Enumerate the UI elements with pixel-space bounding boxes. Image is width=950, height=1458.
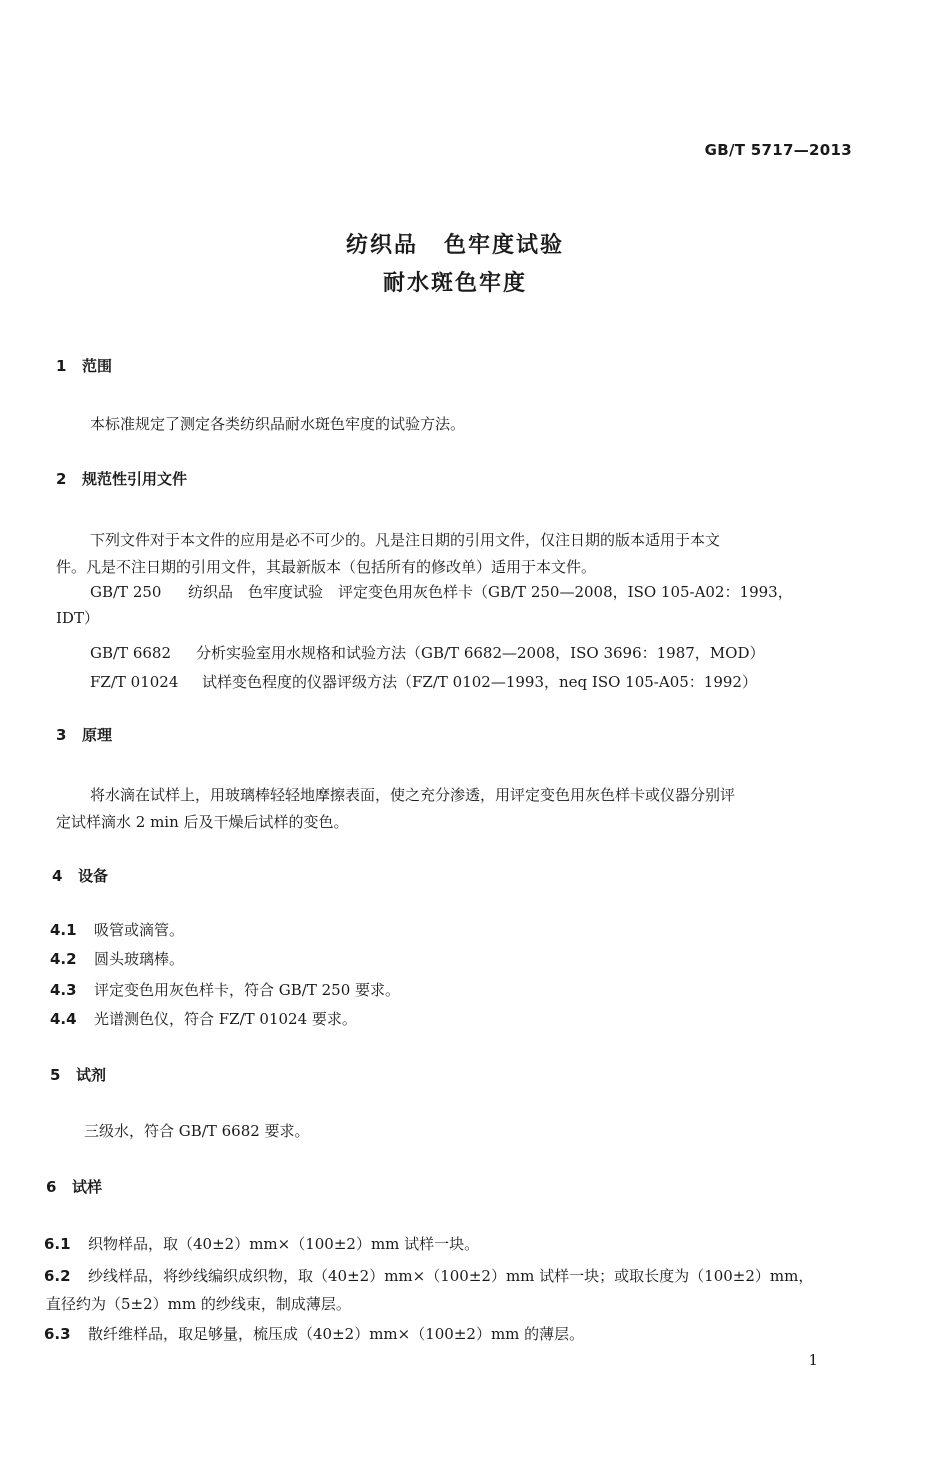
equipment-item	[50, 976, 400, 1004]
section-4-heading	[52, 865, 108, 886]
title-part-a: 纺织品	[345, 233, 418, 258]
item-text: 散纤维样品，取足够量，梳压成（40±2）mm×（100±2）mm 的薄层。	[88, 1325, 585, 1343]
section-title: 范围	[82, 357, 113, 375]
specimen-item	[44, 1320, 584, 1348]
equipment-item	[50, 1005, 357, 1033]
item-text: 圆头玻璃棒。	[94, 950, 185, 968]
section-3-heading	[56, 724, 112, 745]
item-number: 6.3	[44, 1325, 71, 1343]
section-title: 规范性引用文件	[82, 470, 188, 488]
reference-code: FZ/T 01024	[90, 673, 179, 691]
section-title: 试剂	[76, 1066, 107, 1084]
section-1-body: 本标准规定了测定各类纺织品耐水斑色牢度的试验方法。	[90, 415, 466, 433]
reference-code: GB/T 250	[90, 583, 162, 601]
document-title-line-2: 耐水斑色牢度	[382, 271, 527, 296]
section-title: 设备	[78, 867, 109, 885]
section-1-heading	[56, 355, 112, 376]
item-number: 4.2	[50, 950, 77, 968]
page-number: 1	[808, 1351, 818, 1369]
document-title-line-1	[0, 228, 910, 259]
reference-text: 试样变色程度的仪器评级方法（FZ/T 0102—1993，neq ISO 105-A05：1992）	[202, 673, 757, 691]
reference-item	[90, 639, 764, 667]
section-number: 1	[56, 357, 67, 375]
item-text: 纱线样品，将纱线编织成织物，取（40±2）mm×（100±2）mm 试样一块；或取长度为（100±2）mm，	[88, 1267, 814, 1285]
item-text: 吸管或滴管。	[94, 921, 185, 939]
item-number: 4.4	[50, 1010, 77, 1028]
reference-item	[90, 578, 793, 606]
section-2-intro-line-2: 件。凡是不注日期的引用文件，其最新版本（包括所有的修改单）适用于本文件。	[56, 558, 597, 576]
item-number: 4.3	[50, 981, 77, 999]
section-number: 4	[52, 867, 63, 885]
section-2-heading	[56, 468, 187, 489]
section-title: 试样	[72, 1178, 103, 1196]
item-text: 光谱测色仪，符合 FZ/T 01024 要求。	[94, 1010, 357, 1028]
title-part-b: 色牢度试验	[444, 233, 565, 258]
specimen-item	[44, 1262, 813, 1290]
item-number: 6.2	[44, 1267, 71, 1285]
reference-item	[90, 668, 757, 696]
item-number: 6.1	[44, 1235, 71, 1253]
standard-code: GB/T 5717—2013	[704, 141, 852, 159]
section-5-heading	[50, 1064, 106, 1085]
section-3-body-line-2: 定试样滴水 2 min 后及干燥后试样的变色。	[56, 813, 349, 831]
section-number: 3	[56, 726, 67, 744]
section-title: 原理	[82, 726, 113, 744]
reference-text: 分析实验室用水规格和试验方法（GB/T 6682—2008，ISO 3696：1987，MOD）	[196, 644, 765, 662]
section-2-intro-line-1: 下列文件对于本文件的应用是必不可少的。凡是注日期的引用文件，仅注日期的版本适用于本文	[90, 531, 721, 549]
equipment-item	[50, 945, 184, 973]
section-number: 6	[46, 1178, 57, 1196]
section-number: 5	[50, 1066, 61, 1084]
reference-text-continued: IDT）	[56, 609, 99, 627]
item-text: 织物样品，取（40±2）mm×（100±2）mm 试样一块。	[88, 1235, 480, 1253]
item-number: 4.1	[50, 921, 77, 939]
specimen-item-continued: 直径约为（5±2）mm 的纱线束，制成薄层。	[46, 1295, 351, 1313]
reference-code: GB/T 6682	[90, 644, 172, 662]
section-number: 2	[56, 470, 67, 488]
section-3-body-line-1: 将水滴在试样上，用玻璃棒轻轻地摩擦表面，使之充分渗透，用评定变色用灰色样卡或仪器分别评	[90, 786, 736, 804]
item-text: 评定变色用灰色样卡，符合 GB/T 250 要求。	[94, 981, 401, 999]
section-5-body: 三级水，符合 GB/T 6682 要求。	[84, 1122, 310, 1140]
reference-text: 纺织品 色牢度试验 评定变色用灰色样卡（GB/T 250—2008，ISO 105-A02：1993，	[188, 583, 793, 601]
equipment-item	[50, 916, 184, 944]
specimen-item	[44, 1230, 479, 1258]
section-6-heading	[46, 1176, 102, 1197]
